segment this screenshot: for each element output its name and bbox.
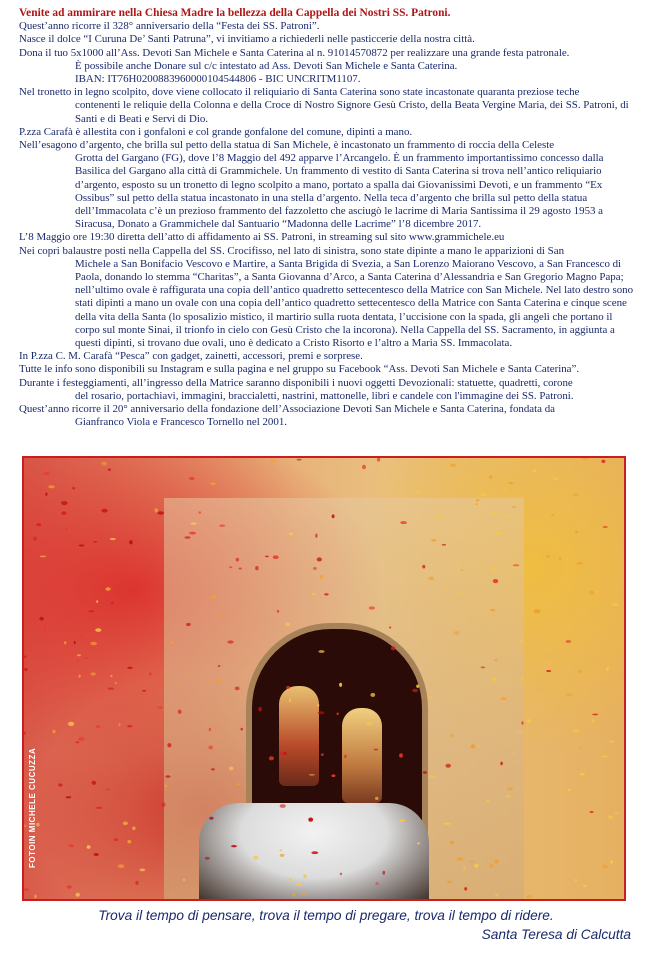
confetti-petal [45,493,47,496]
confetti-petal [284,752,286,755]
confetti-petal [573,494,579,497]
confetti-petal [399,820,406,822]
confetti-petal [481,667,486,669]
confetti-petal [107,688,114,690]
confetti-petal [431,539,436,541]
confetti-petal [155,508,158,512]
confetti-petal [61,501,68,505]
confetti-petal [324,593,328,595]
confetti-petal [559,557,562,560]
confetti-petal [72,487,75,489]
confetti-petal [580,773,585,775]
paragraph-sweet: Nasce il dolce “I Curuna De’ Santi Patruna”, vi invitiamo a richiederli nelle pasticcerie della nostra città. [19,33,475,46]
confetti-petal [239,568,242,570]
confetti-petal [589,590,595,594]
confetti-petal [577,562,583,565]
confetti-petal [417,842,420,844]
confetti-petal [505,515,509,518]
confetti-petal [444,823,451,825]
confetti-petal [303,874,307,878]
confetti-petal [447,881,452,884]
confetti-petal [289,878,292,881]
confetti-petal [95,628,101,632]
confetti-petal [461,569,463,571]
confetti-petal [507,787,513,791]
paragraph-reliquary-first: Nel tronetto in legno scolpito, dove viene collocato il reliquiario di Santa Caterina sono state incastonate quaranta preziose teche [19,86,580,99]
confetti-petal [219,524,225,527]
confetti-petal [480,493,487,497]
confetti-petal [551,514,554,516]
confetti-petal [189,477,195,480]
confetti-petal [217,614,220,617]
confetti-petal [258,707,262,711]
paragraph-5x1000: Dona il tuo 5x1000 all’Ass. Devoti San Michele e Santa Caterina al n. 91014570872 per realizzare una grande festa patronale. [19,46,570,59]
confetti-petal [227,640,233,643]
confetti-petal [289,533,293,536]
confetti-petal [580,748,582,750]
confetti-petal [44,628,47,631]
confetti-petal [88,610,94,612]
confetti-petal [91,672,96,675]
confetti-petal [512,506,516,508]
confetti-petal [494,659,497,661]
confetti-petal [513,564,520,566]
confetti-petal [476,503,478,505]
confetti-petal [205,857,210,860]
confetti-petal [66,796,71,798]
confetti-petal [308,818,313,822]
confetti-petal [265,556,269,558]
confetti-petal [553,478,558,480]
confetti-petal [521,677,524,681]
paragraph-social: Tutte le info sono disponibili su Instagram e sulla pagina e nel gruppo su Facebook “Ass. Devoti San Michele e Santa Caterina”. [19,363,580,376]
confetti-petal [108,469,111,471]
confetti-petal [178,710,182,714]
confetti-petal [362,465,366,469]
confetti-petal [135,881,138,885]
confetti-petal [209,817,213,820]
confetti-petal [491,512,498,515]
confetti-petal [43,472,50,475]
confetti-petal [115,682,117,685]
confetti-petal [423,771,427,773]
confetti-petal [302,894,307,896]
confetti-petal [24,732,26,735]
confetti-petal [183,879,185,882]
confetti-petal [79,544,85,546]
confetti-petal [450,841,454,844]
confetti-petal [489,864,493,868]
paragraph-piazza: P.zza Carafà è allestita con i gonfaloni e col grande gonfalone del comune, dipinti a mano. [19,125,413,138]
confetti-petal [79,675,81,678]
paragraph-streaming: L’8 Maggio ore 19:30 diretta dell’atto di affidamento ai SS. Patroni, in streaming sul sito www.grammichele.eu [19,231,505,244]
procession-photo [22,456,626,901]
confetti-petal [165,775,170,778]
confetti-petal [516,731,523,733]
confetti-petal [609,740,613,743]
confetti-petal [478,745,481,747]
confetti-petal [236,783,240,785]
confetti-petal [167,743,171,747]
confetti-petal [575,879,577,883]
confetti-petal [296,883,302,886]
confetti-petal [494,859,499,863]
confetti-petal [566,640,572,643]
confetti-petal [64,641,67,644]
confetti-petal [590,811,594,813]
page-title: Venite ad ammirare nella Chiesa Madre la bellezza della Cappella dei Nostri SS. Patroni. [19,7,451,19]
confetti-petal [315,534,317,538]
confetti-petal [453,631,459,635]
confetti-petal [375,882,378,885]
confetti-petal [40,556,47,558]
confetti-petal [216,679,222,682]
confetti-petal [320,575,323,579]
confetti-petal [446,764,451,768]
confetti-petal [312,593,315,596]
confetti-petal [210,595,216,599]
confetti-petal [292,893,295,897]
confetti-petal [280,854,285,857]
confetti-petal [65,528,67,531]
confetti-petal [474,864,478,868]
confetti-petal [501,698,507,700]
confetti-petal [101,509,107,513]
confetti-petal [96,725,101,728]
confetti-petal [582,458,589,460]
confetti-petal [460,592,464,594]
confetti-petal [231,845,237,847]
confetti-petal [428,577,434,581]
confetti-petal [489,475,493,479]
confetti-petal [93,541,97,543]
confetti-petal [162,803,166,807]
confetti-petal [575,531,578,534]
confetti-petal [336,713,339,716]
confetti-petal [318,711,325,714]
confetti-petal [158,511,165,515]
confetti-petal [592,714,598,716]
confetti-petal [67,885,72,888]
confetti-petal [127,725,132,727]
confetti-petal [496,531,502,534]
confetti-petal [211,768,215,770]
confetti-petal [24,888,29,890]
confetti-petal [96,600,98,602]
paragraph-reliquary-rest: contenenti le reliquie della Colonna e della Croce di Nostro Signore Gesù Cristo, della Beata Vergine Maria, dei SS. Patroni, di Santi e di Beati e Servi di Dio. [75,99,629,125]
confetti-petal [534,609,541,613]
confetti-petal [370,693,375,697]
confetti-petal [199,511,202,513]
confetti-petal [442,544,446,546]
confetti-petal [391,646,395,650]
confetti-petal [76,741,80,743]
footer-author: Santa Teresa di Calcutta [481,927,631,942]
confetti-petal [96,807,102,809]
confetti-petal [311,851,318,854]
confetti-petal [506,795,509,798]
paragraph-hexagon-rest: Grotta del Gargano (FG), dove l’8 Maggio del 492 apparve l’Arcangelo. È un frammento importantissimo concesso dalla Basilica del Gargano alla città di Grammichele. Un frammento di vestito di Santa Caterina si trova nell’antico reliquiario d’argento, esposto su un tronetto di legno scolpito a mano, portato a spalla dai Giovanissimi Devoti, e un frammento “Ex Ossibus” sul petto della statua incastonato in una stella d’argento. Nella teca d’argento che brilla sul petto della statua dell’Immacolata c’è un prezioso frammento del fazzoletto che asciugò le lacrime di Maria Santissima il 29 agosto 1953 a Siracusa, Donato a Grammichele dal Santuario “Madonna delle Lacrime” l’8 dicembre 2017. [75,152,604,231]
confetti-petal [253,856,258,860]
confetti-petal [416,685,419,688]
confetti-petal [129,540,132,544]
confetti-petal [69,844,74,847]
confetti-petal [280,804,286,808]
confetti-petal [487,800,490,803]
confetti-petal [493,579,498,583]
confetti-petal [450,463,456,467]
confetti-petal [94,853,99,856]
confetti-petal [218,665,221,667]
confetti-petal [321,753,324,756]
confetti-petal [118,723,120,726]
paragraph-hexagon-first: Nell’esagono d’argento, che brilla sul petto della statua di San Michele, è incastonato un frammento di roccia della Celeste [19,139,555,152]
confetti-petal [74,641,76,644]
confetti-petal [80,635,83,638]
confetti-petal [416,491,420,493]
confetti-petal [573,729,579,733]
confetti-petal [101,462,107,466]
confetti-petal [463,867,465,871]
confetti-petal [428,697,431,699]
confetti-petal [188,673,192,675]
confetti-petal [313,567,317,570]
paragraph-balaustre-first: Nei copri balaustre posti nella Cappella del SS. Crocifisso, nel lato di sinistra, sono state dipinte a mano le apparizioni di San [19,244,565,257]
confetti-petal [229,566,232,568]
confetti-petal [24,668,28,671]
confetti-petal [209,728,211,731]
confetti-petal [255,566,259,570]
confetti-petal [132,827,135,831]
confetti-petal [58,783,62,786]
confetti-petal [149,672,152,675]
confetti-petal [184,536,190,538]
photo-credit: FOTOIN MICHELE CUCUZZA [28,747,37,868]
confetti-petal [399,753,403,757]
confetti-petal [269,756,274,760]
confetti-petal [377,458,380,462]
confetti-petal [601,755,608,757]
confetti-petal [110,538,116,540]
confetti-petal [92,781,96,785]
confetti-petal [490,609,495,612]
paragraph-devotional-rest: del rosario, portachiavi, immagini, braccialetti, nastrini, mattonelle, libri e candele con l'immagine dei SS. Patroni. [75,389,574,402]
paragraph-foundation-rest: Gianfranco Viola e Francesco Tornello nel 2001. [75,416,287,429]
confetti-petal [603,526,608,528]
confetti-petal [429,775,436,778]
confetti-petal [566,694,572,696]
confetti-petal [110,675,112,677]
confetti-petal [601,460,605,463]
confetti-petal [526,895,532,899]
confetti-petal [450,734,453,738]
confetti-petal [191,523,197,525]
confetti-petal [76,660,79,662]
confetti-petal [592,719,595,723]
confetti-petal [602,865,608,869]
confetti-petal [383,871,386,875]
confetti-petal [24,656,27,658]
confetti-petal [366,722,372,726]
paragraph-devotional-first: Durante i festeggiamenti, all’ingresso della Matrice saranno disponibili i nuovi oggetti Devozionali: statuette, quadretti, corone [19,376,573,389]
confetti-petal [83,657,89,659]
confetti-petal [111,602,114,605]
confetti-petal [502,487,506,489]
footer-quote: Trova il tempo di pensare, trova il tempo di pregare, trova il tempo di ridere. [98,908,554,923]
confetti-petal [389,627,391,629]
confetti-petal [277,610,280,613]
confetti-petal [527,719,531,723]
confetti-petal [52,730,55,734]
confetti-petal [339,683,342,687]
confetti-petal [127,667,133,669]
confetti-petal [457,857,463,860]
confetti-petal [583,885,587,887]
confetti-petal [61,511,66,514]
confetti-petal [412,689,418,693]
confetti-petal [331,774,335,777]
confetti-petal [606,667,608,671]
confetti-petal [519,639,524,642]
confetti-petal [186,623,191,626]
confetti-petal [158,706,163,708]
confetti-petal [508,482,514,484]
paragraph-foundation-first: Quest’anno ricorre il 20° anniversario della fondazione dell’Associazione Devoti San Michele e Santa Caterina, fondata da [19,403,555,416]
confetti-petal [208,746,213,750]
confetti-petal [297,459,302,461]
confetti-petal [614,812,618,814]
confetti-petal [546,555,550,557]
confetti-petal [280,849,282,851]
confetti-petal [106,789,110,791]
confetti-petal [568,789,571,791]
confetti-petal [546,670,551,672]
paragraph-pesca: In P.zza C. M. Carafà “Pesca” con gadget, zainetti, accessori, premi e sorprese. [19,350,363,363]
confetti-petal [33,536,36,540]
confetti-petal [318,650,324,653]
confetti-petal [344,755,346,759]
paragraph-balaustre-rest: Michele a San Bonifacio Vescovo e Martire, a Santa Brigida di Svezia, a San Lorenzo Maiorano Vescovo, a San Francesco di Paola, donando lo stemma “Charitas”, a Santa Giovanna d’Arco, a Santa Caterina d’Alessandria e San Gregorio Magno Papa; nell’ultimo ovale è raffigurata una copia dell’antico quadretto settecentesco della Matrice con San Michele. Nel lato destro sono stati dipinti a mano un ovale con una copia dell’antico quadretto settecentesco della Matrice con Santa Caterina e cinque scene della vita della Santa (lo sposalizio mistico, il martirio sulla ruota dentata, l’uccisione con la spada, gli angeli che portano il corpo sul monte Sinai, il trionfo in cielo con Gesù Cristo che la incorona). Nella Cappella del SS. Sacramento, in aggiunta a questi dipinti, si trovano due ovali, uno è dedicato a Cristo Risorto e l’altro a Maria SS. Immacolata. [75,257,634,350]
confetti-petal [500,762,502,766]
confetti-petal [142,690,146,692]
confetti-petal [286,686,290,689]
confetti-petal [578,670,581,673]
confetti-petal [610,860,613,864]
confetti-petal [476,499,480,501]
confetti-petal [114,838,118,841]
confetti-petal [532,470,537,472]
confetti-petal [469,861,474,863]
confetti-petal [229,766,234,770]
confetti-petal [374,749,378,751]
confetti-petal [471,744,476,748]
confetti-petal [39,617,44,621]
confetti-petal [76,893,80,897]
confetti-petal [317,704,320,706]
confetti-petal [127,840,131,843]
confetti-petal [285,622,290,626]
confetti-petal [612,603,619,606]
confetti-petal [513,752,515,754]
confetti-petal [332,514,335,518]
confetti-petal [400,521,407,524]
confetti-petal [422,565,425,569]
confetti-petal [78,737,85,741]
confetti-petal [608,816,613,819]
confetti-overlay [24,458,624,899]
announcement-text [19,7,637,430]
confetti-petal [309,774,315,776]
donation-iban: IBAN: IT76H0200883960000104544806 - BIC UNCRITM1107. [75,73,361,86]
confetti-petal [241,728,243,731]
confetti-petal [464,887,467,890]
confetti-petal [492,568,495,572]
confetti-petal [118,864,125,868]
confetti-petal [48,485,55,488]
confetti-petal [140,869,146,872]
confetti-petal [317,557,322,561]
confetti-petal [273,555,279,559]
paragraph-anniversary: Quest’anno ricorre il 328° anniversario della “Festa dei SS. Patroni”. [19,20,320,33]
confetti-petal [495,894,498,897]
confetti-petal [77,654,81,656]
confetti-petal [90,642,97,646]
confetti-petal [123,822,128,826]
confetti-petal [436,515,442,518]
confetti-petal [375,797,379,800]
confetti-petal [189,532,196,535]
confetti-petal [165,785,168,787]
confetti-petal [340,873,342,876]
confetti-petal [289,698,291,702]
confetti-petal [87,845,91,849]
confetti-petal [270,460,276,463]
confetti-petal [235,687,240,691]
confetti-petal [36,523,41,526]
confetti-petal [170,641,173,644]
confetti-petal [106,587,111,591]
confetti-petal [57,622,62,624]
confetti-petal [369,606,375,609]
confetti-petal [521,721,523,724]
confetti-petal [24,825,27,827]
confetti-petal [236,558,239,562]
confetti-petal [210,483,215,485]
confetti-petal [34,895,36,899]
confetti-petal [68,722,74,726]
confetti-petal [491,678,495,682]
donation-account: È possibile anche Donare sul c/c intestato ad Ass. Devoti San Michele e Santa Caterina. [75,59,458,72]
